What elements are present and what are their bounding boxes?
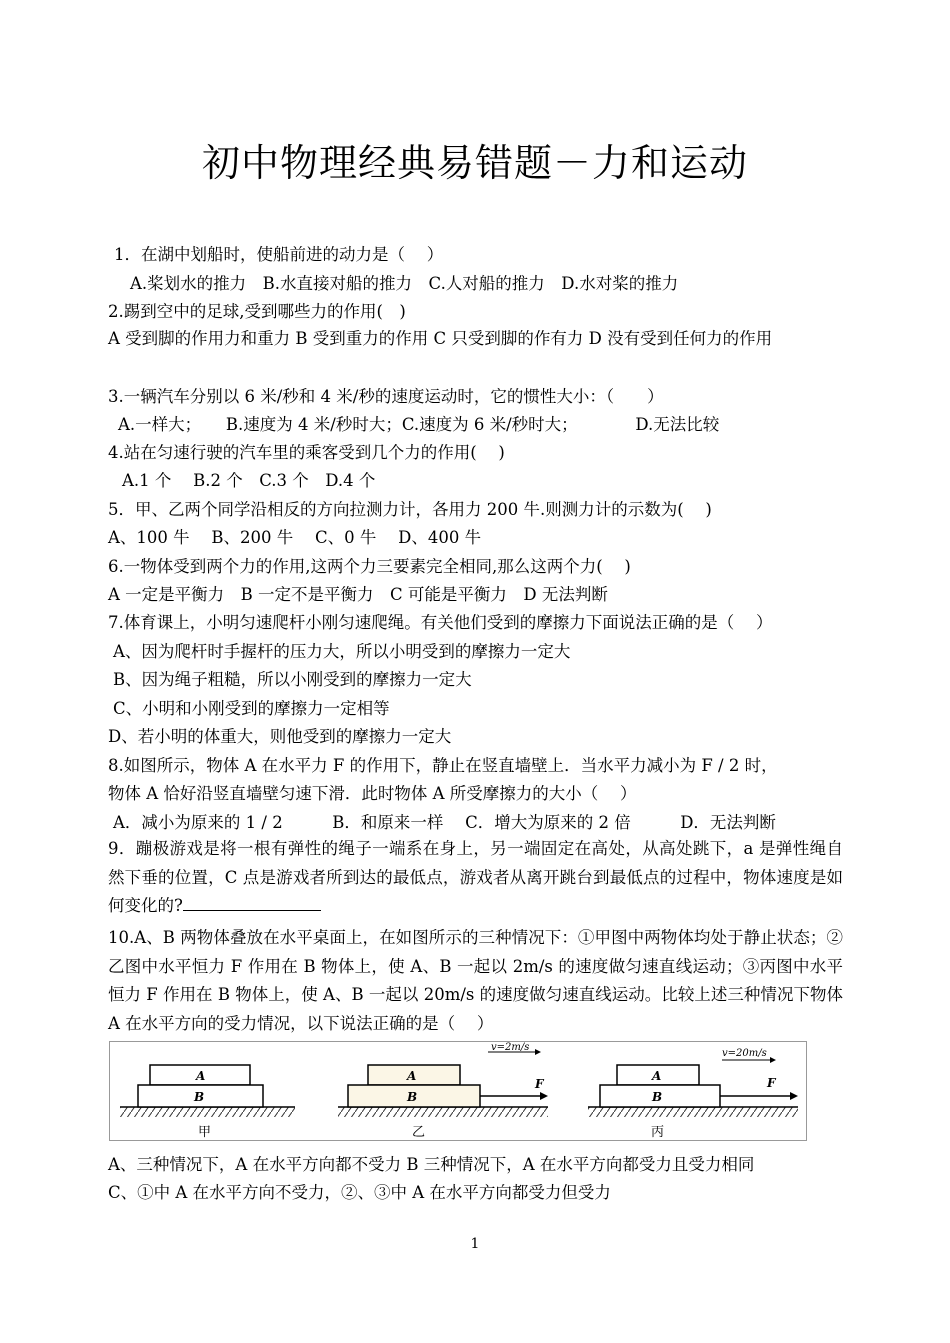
q7-option-c: C、小明和小刚受到的摩擦力一定相等 <box>113 699 390 718</box>
q5-stem: 5．甲、乙两个同学沿相反的方向拉测力计，各用力 200 牛.则测力计的示数为( ) <box>108 500 712 519</box>
q4-stem: 4.站在匀速行驶的汽车里的乘客受到几个力的作用( ) <box>108 443 505 462</box>
caption-jia: 甲 <box>198 1125 212 1140</box>
label-b-1: B <box>194 1090 205 1104</box>
blocks-figure <box>109 1041 807 1141</box>
q6-stem: 6.一物体受到两个力的作用,这两个力三要素完全相同,那么这两个力( ) <box>108 557 631 576</box>
q7-stem: 7.体育课上，小明匀速爬杆小刚匀速爬绳。有关他们受到的摩擦力下面说法正确的是（ ） <box>108 613 773 632</box>
q7-option-d: D、若小明的体重大，则他受到的摩擦力一定大 <box>108 727 452 746</box>
caption-bing: 丙 <box>651 1125 665 1140</box>
q8-stem-line1: 8.如图所示，物体 A 在水平力 F 的作用下，静止在竖直墙壁上．当水平力减小为 F / 2 时， <box>108 756 778 775</box>
velocity-3: v=20m/s <box>722 1048 767 1059</box>
q10-option-ab: A、三种情况下，A 在水平方向都不受力 B 三种情况下，A 在水平方向都受力且受力相同 <box>108 1155 755 1174</box>
panel-yi <box>338 1042 548 1140</box>
velocity-2: v=2m/s <box>491 1042 530 1053</box>
q8-options: A．减小为原来的 1 / 2 B．和原来一样 C．增大为原来的 2 倍 D．无法判断 <box>113 813 776 832</box>
q10-stem: 10.A、B 两物体叠放在水平桌面上，在如图所示的三种情况下：①甲图中两物体均处于静止状态；②乙图中水平恒力 F 作用在 B 物体上，使 A、B 一起以 2m/s 的速度做匀速直线运动；③丙图中水平恒力 F 作用在 B 物体上，使 A、B 一起以 20m/s 的速度做匀速直线运动。比较上述三种情况下物体 A 在水平方向的受力情况，以下说法正确的是（ ） <box>108 928 843 1033</box>
q1-options: A.桨划水的推力 B.水直接对船的推力 C.人对船的推力 D.水对桨的推力 <box>130 274 679 293</box>
force-f-3: F <box>767 1076 776 1090</box>
answer-blank <box>183 896 321 911</box>
label-a-1: A <box>196 1069 206 1083</box>
q6-options: A 一定是平衡力 B 一定不是平衡力 C 可能是平衡力 D 无法判断 <box>108 585 608 604</box>
q9-stem <box>108 835 843 921</box>
q10-option-c: C、①中 A 在水平方向不受力，②、③中 A 在水平方向都受力但受力 <box>108 1183 611 1202</box>
q1-stem: 1．在湖中划船时，使船前进的动力是（ ） <box>114 245 444 264</box>
q7-option-b: B、因为绳子粗糙，所以小刚受到的摩擦力一定大 <box>113 670 472 689</box>
force-f-2: F <box>535 1077 544 1091</box>
q3-options: A.一样大； B.速度为 4 米/秒时大；C.速度为 6 米/秒时大； D.无法比较 <box>118 415 720 434</box>
label-b-3: B <box>652 1090 663 1104</box>
q5-options: A、100 牛 B、200 牛 C、0 牛 D、400 牛 <box>108 528 482 547</box>
q2-stem: 2.踢到空中的足球,受到哪些力的作用( ) <box>108 302 406 321</box>
q7-option-a: A、因为爬杆时手握杆的压力大，所以小明受到的摩擦力一定大 <box>113 642 571 661</box>
label-a-3: A <box>652 1069 662 1083</box>
caption-yi: 乙 <box>412 1125 426 1140</box>
panel-jia <box>120 1065 295 1140</box>
label-b-2: B <box>407 1090 418 1104</box>
q4-options: A.1 个 B.2 个 C.3 个 D.4 个 <box>122 471 376 490</box>
panel-bing <box>588 1048 798 1140</box>
blocks-diagram <box>110 1042 806 1140</box>
page-title: 初中物理经典易错题－力和运动 <box>201 141 748 185</box>
label-a-2: A <box>407 1069 417 1083</box>
q9-text: 9．蹦极游戏是将一根有弹性的绳子一端系在身上，另一端固定在高处，从高处跳下，a 是弹性绳自然下垂的位置，C 点是游戏者所到达的最低点，游戏者从离开跳台到最低点的过程中，物体速度是如何变化的? <box>108 839 843 915</box>
q8-stem-line2: 物体 A 恰好沿竖直墙壁匀速下滑．此时物体 A 所受摩擦力的大小（ ） <box>108 784 637 803</box>
q2-options: A 受到脚的作用力和重力 B 受到重力的作用 C 只受到脚的作有力 D 没有受到任何力的作用 <box>108 329 773 348</box>
page-number: 1 <box>470 1236 480 1252</box>
q3-stem: 3.一辆汽车分别以 6 米/秒和 4 米/秒的速度运动时，它的惯性大小：（ ） <box>108 387 664 406</box>
